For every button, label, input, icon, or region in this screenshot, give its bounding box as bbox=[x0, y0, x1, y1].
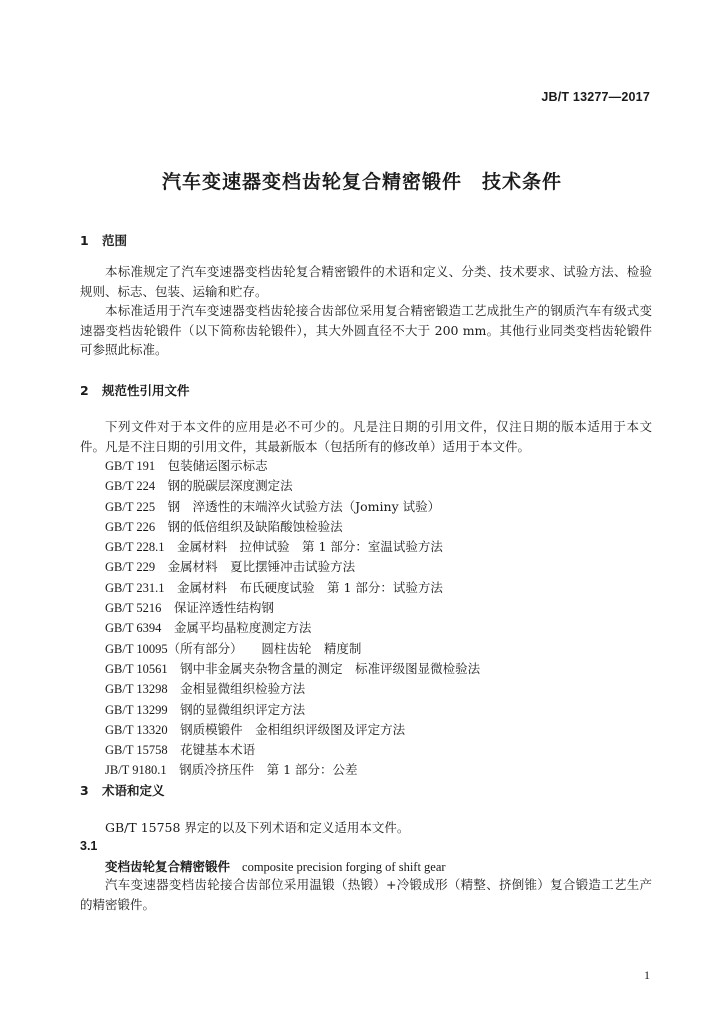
reference-code: GB/T 231.1 bbox=[105, 580, 165, 595]
normative-intro: 下列文件对于本文件的应用是必不可少的。凡是注日期的引用文件，仅注日期的版本适用于本文件。凡是不注日期的引用文件，其最新版本（包括所有的修改单）适用于本文件。 bbox=[80, 419, 652, 454]
section-title: 范围 bbox=[102, 233, 128, 248]
term-name-zh: 变档齿轮复合精密锻件 bbox=[105, 859, 231, 874]
reference-item bbox=[105, 659, 480, 679]
reference-title: 钢质模锻件 金相组织评级图及评定方法 bbox=[180, 721, 406, 737]
reference-item bbox=[105, 537, 480, 557]
section-number: 2 bbox=[80, 383, 89, 398]
reference-item bbox=[105, 557, 480, 577]
reference-code: GB/T 5216 bbox=[105, 601, 162, 616]
reference-item bbox=[105, 760, 480, 780]
reference-code: GB/T 224 bbox=[105, 479, 156, 494]
reference-item bbox=[105, 578, 480, 598]
reference-code: GB/T 13299 bbox=[105, 702, 168, 717]
reference-title: 钢质冷挤压件 第 1 部分：公差 bbox=[179, 762, 358, 778]
term-heading bbox=[105, 857, 446, 875]
reference-title: 金相显微组织检验方法 bbox=[180, 681, 306, 697]
reference-code: GB/T 226 bbox=[105, 519, 156, 534]
reference-code: GB/T 6394 bbox=[105, 621, 162, 636]
page-number: 1 bbox=[644, 968, 650, 982]
section-number: 1 bbox=[80, 233, 89, 248]
reference-title: 钢的低倍组织及缺陷酸蚀检验法 bbox=[167, 518, 343, 534]
reference-code: GB/T 15758 bbox=[105, 743, 168, 758]
reference-title: 金属材料 夏比摆锤冲击试验方法 bbox=[167, 559, 356, 575]
reference-code: GB/T 10561 bbox=[105, 661, 168, 676]
reference-item bbox=[105, 639, 480, 659]
term-name-en: composite precision forging of shift gear bbox=[242, 860, 446, 874]
reference-title: 钢中非金属夹杂物含量的测定 标准评级图显微检验法 bbox=[180, 660, 481, 676]
document-title: 汽车变速器变档齿轮复合精密锻件 技术条件 bbox=[161, 171, 562, 193]
scope-paragraph-1: 本标准规定了汽车变速器变档齿轮复合精密锻件的术语和定义、分类、技术要求、试验方法、检验规则、标志、包装、运输和贮存。 bbox=[80, 264, 652, 299]
reference-title: 钢 淬透性的末端淬火试验方法（Jominy 试验） bbox=[167, 498, 441, 514]
reference-title: 金属材料 布氏硬度试验 第 1 部分：试验方法 bbox=[177, 579, 443, 595]
reference-code: GB/T 229 bbox=[105, 560, 156, 575]
section-title: 规范性引用文件 bbox=[102, 383, 190, 398]
term-definition: 汽车变速器变档齿轮接合齿部位采用温锻（热锻）+冷锻成形（精整、挤倒锥）复合锻造工艺生产的精密锻件。 bbox=[80, 877, 652, 912]
reference-item bbox=[105, 476, 480, 496]
reference-code: GB/T 228.1 bbox=[105, 540, 165, 555]
reference-item bbox=[105, 598, 480, 618]
reference-item bbox=[105, 456, 480, 476]
term-number: 3.1 bbox=[80, 839, 98, 853]
reference-item bbox=[105, 497, 480, 517]
section-title: 术语和定义 bbox=[102, 783, 165, 798]
reference-item bbox=[105, 740, 480, 760]
reference-title: 圆柱齿轮 精度制 bbox=[248, 640, 362, 656]
reference-title: 包装储运图示标志 bbox=[167, 458, 268, 473]
terms-intro: GB/T 15758 界定的以及下列术语和定义适用本文件。 bbox=[105, 820, 410, 835]
section-heading-scope bbox=[80, 231, 127, 249]
reference-item bbox=[105, 618, 480, 638]
reference-item bbox=[105, 517, 480, 537]
section-number: 3 bbox=[80, 783, 89, 798]
reference-code: GB/T 191 bbox=[105, 459, 156, 473]
reference-item bbox=[105, 720, 480, 740]
reference-list bbox=[105, 456, 480, 781]
reference-title: 钢的脱碳层深度测定法 bbox=[167, 478, 293, 494]
reference-code: GB/T 13320 bbox=[105, 722, 168, 737]
reference-code: JB/T 9180.1 bbox=[105, 763, 167, 778]
reference-code: GB/T 13298 bbox=[105, 682, 168, 697]
reference-title: 保证淬透性结构钢 bbox=[173, 600, 274, 616]
section-heading-terms bbox=[80, 781, 165, 799]
section-heading-normative bbox=[80, 381, 190, 399]
reference-title: 金属平均晶粒度测定方法 bbox=[173, 620, 312, 636]
scope-paragraph-2: 本标准适用于汽车变速器变档齿轮接合齿部位采用复合精密锻造工艺成批生产的钢质汽车有级式变速器变档齿轮锻件（以下简称齿轮锻件），其大外圆直径不大于 200 mm。其他行业同类变档齿轮锻件可参照此标准。 bbox=[80, 303, 652, 357]
reference-item bbox=[105, 700, 480, 720]
reference-item bbox=[105, 679, 480, 699]
standard-number: JB/T 13277—2017 bbox=[541, 90, 650, 104]
reference-code: GB/T 10095（所有部分） bbox=[105, 641, 237, 656]
reference-title: 钢的显微组织评定方法 bbox=[180, 701, 306, 717]
reference-title: 金属材料 拉伸试验 第 1 部分：室温试验方法 bbox=[177, 539, 443, 555]
reference-code: GB/T 225 bbox=[105, 499, 156, 514]
reference-title: 花键基本术语 bbox=[180, 742, 256, 758]
